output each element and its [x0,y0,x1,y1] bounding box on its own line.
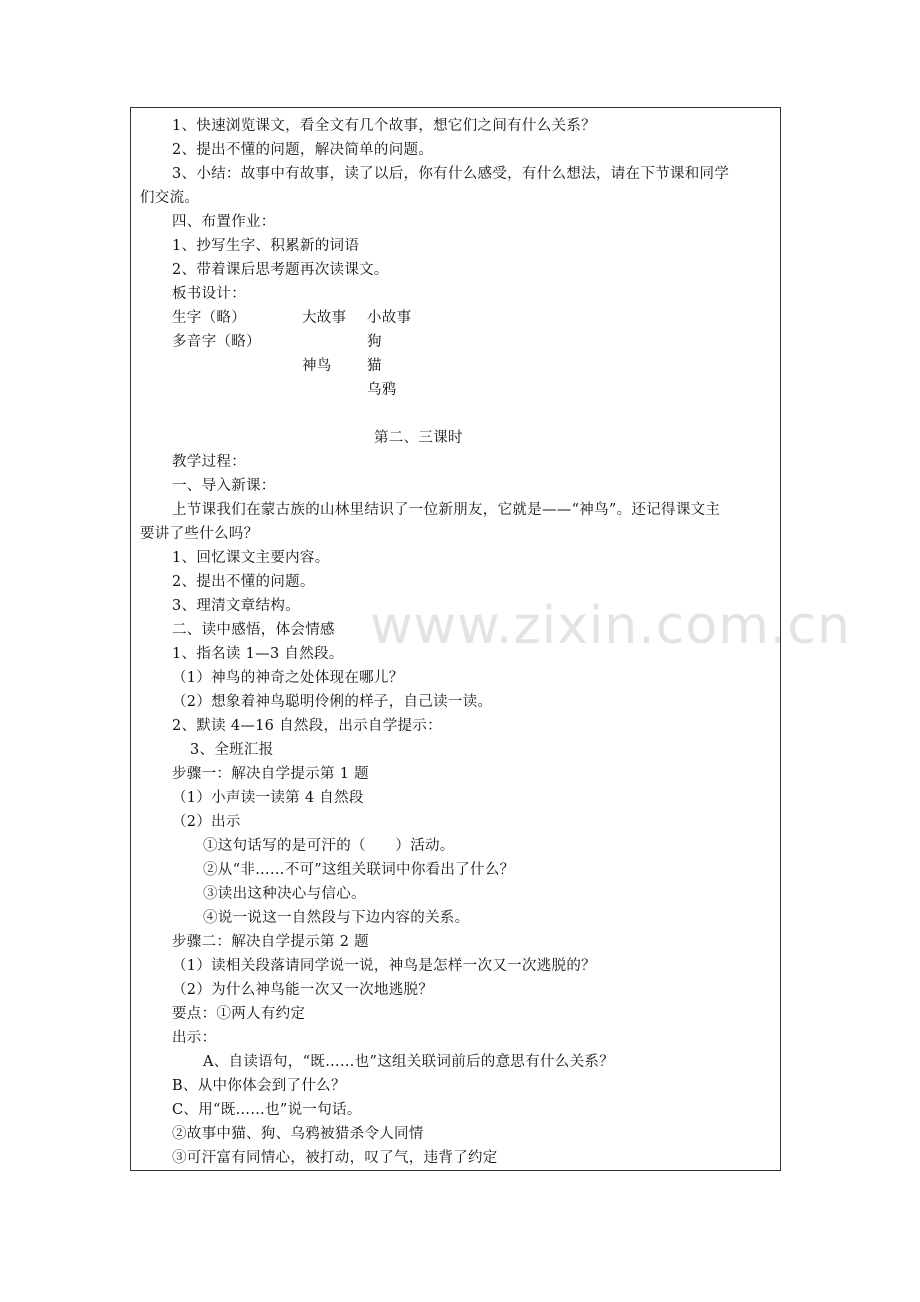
text-line: 上节课我们在蒙古族的山林里结识了一位新朋友，它就是——“神鸟”。还记得课文主 [172,502,721,518]
text-line: ③可汗富有同情心，被打动，叹了气，违背了约定 [172,1150,498,1166]
watermark: www.zixin.com.cn [370,596,851,656]
board-left-item: 生字（略） [172,310,246,326]
board-left-item: 多音字（略） [172,334,261,350]
text-line: 一、导入新课： [172,478,276,494]
board-right-item: 狗 [367,334,382,350]
board-right-item: 小故事 [367,310,412,326]
board-right-item: 乌鸦 [367,382,397,398]
text-line: （2）出示 [172,814,241,830]
text-line: 2、默读 4—16 自然段，出示自学提示： [172,718,442,734]
section-title: 第二、三课时 [374,430,463,446]
text-line: 1、快速浏览课文，看全文有几个故事，想它们之间有什么关系？ [172,118,596,134]
text-line: 要点：①两人有约定 [172,1006,306,1022]
text-line: 2、提出不懂的问题，解决简单的问题。 [172,142,434,158]
text-line: ①这句话写的是可汗的（ ）活动。 [203,838,455,854]
text-line: 1、回忆课文主要内容。 [172,550,330,566]
text-line: 二、读中感悟，体会情感 [172,622,335,638]
text-line: 3、全班汇报 [190,742,274,758]
board-middle-item: 神鸟 [302,358,332,374]
text-line: 步骤一：解决自学提示第 1 题 [172,766,369,782]
text-line: B、从中你体会到了什么？ [172,1078,346,1094]
text-line: （1）小声读一读第 4 自然段 [172,790,364,806]
text-line: 3、小结：故事中有故事，读了以后，你有什么感受，有什么想法，请在下节课和同学 [172,166,730,182]
text-line: 板书设计： [172,286,246,302]
text-line: ②故事中猫、狗、乌鸦被猎杀令人同情 [172,1126,424,1142]
text-line: C、用“既……也”说一句话。 [172,1102,362,1118]
text-line: ②从“非……不可”这组关联词中你看出了什么？ [203,862,515,878]
text-line: 1、抄写生字、积累新的词语 [172,238,360,254]
text-line: 教学过程： [172,454,246,470]
text-line: （1）读相关段落请同学说一说，神鸟是怎样一次又一次逃脱的？ [172,958,596,974]
text-line: 3、理清文章结构。 [172,598,300,614]
text-line: 四、布置作业： [172,214,276,230]
text-line: （1）神鸟的神奇之处体现在哪儿？ [172,670,404,686]
text-line: 1、指名读 1—3 自然段。 [172,646,344,662]
text-line: 步骤二：解决自学提示第 2 题 [172,934,369,950]
text-line: 2、带着课后思考题再次读课文。 [172,262,389,278]
board-middle-item: 大故事 [302,310,347,326]
text-line: 出示： [172,1030,217,1046]
text-line: 2、提出不懂的问题。 [172,574,315,590]
text-line: ③读出这种决心与信心。 [203,886,366,902]
text-line: 们交流。 [140,190,200,206]
board-right-item: 猫 [367,358,382,374]
text-line: ④说一说这一自然段与下边内容的关系。 [203,910,470,926]
text-line: （2）想象着神鸟聪明伶俐的样子，自己读一读。 [172,694,493,710]
text-line: 要讲了些什么吗？ [140,526,259,542]
text-line: （2）为什么神鸟能一次又一次地逃脱？ [172,982,434,998]
text-line: A、自读语句，“既……也”这组关联词前后的意思有什么关系？ [203,1054,614,1070]
